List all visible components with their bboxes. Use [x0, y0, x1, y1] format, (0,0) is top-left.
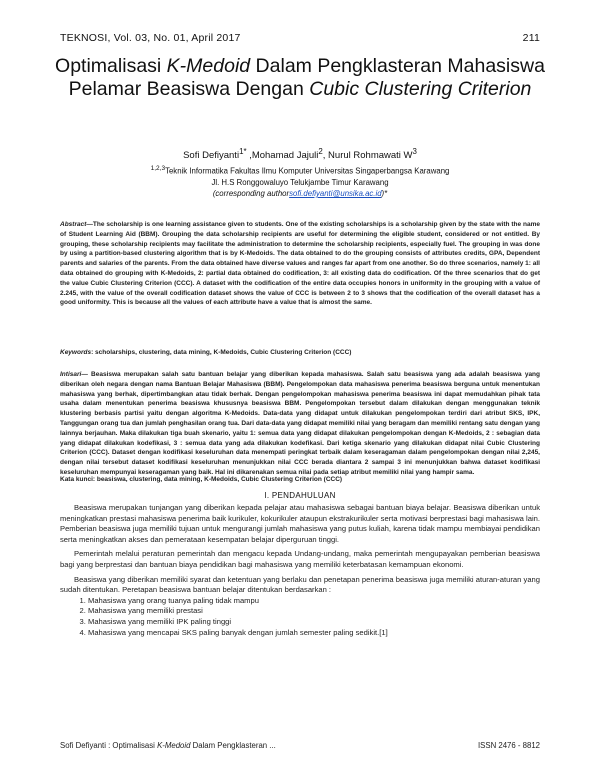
author-1: Sofi Defiyanti [183, 150, 240, 162]
paragraph-1: Beasiswa merupakan tunjangan yang diberikan kepada pelajar atau mahasiswa sebagai bantuan biaya belajar. Beasiswa diberikan untuk meningkatkan prestasi mahasiswa penerima baik kurikuler, kokurikuler ataupun ekstrakurikuler serta motivasi berprestasi bagi mahasiswa lain. Pemberian beasiswa juga memiliki tujuan untuk mengurangi jumlah mahasiswa yang putus kuliah, karena tidak mampu membiayai pendidikan serta meningkatkan akses dan pemerataan kesempatan belajar diperguruan tinggi. [60, 503, 540, 544]
footer-citation: Sofi Defiyanti : Optimalisasi K-Medoid Dalam Pengklasteran ... [60, 741, 276, 750]
title-part-4: Cubic Clustering Criterion [309, 78, 532, 100]
author-list [0, 147, 600, 161]
list-item: 3. Mahasiswa yang memiliki IPK paling tinggi [88, 617, 540, 628]
abstract [60, 220, 540, 308]
keywords-label: Keywords [60, 349, 92, 356]
email-link[interactable]: sofi.defiyanti@unsika.ac.id [289, 189, 382, 198]
title-part-3: Dalam Pengklasteran Mahasiswa Pelamar Beasiswa Dengan [68, 55, 545, 100]
running-footer [60, 741, 540, 750]
author-3-sup: 3 [412, 147, 417, 156]
list-item: 2. Mahasiswa yang memiliki prestasi [88, 606, 540, 617]
running-header [60, 32, 540, 44]
keywords-english [60, 349, 540, 356]
intisari-lead: Intisari [60, 371, 82, 378]
paragraph-3: Beasiswa yang diberikan memiliki syarat dan ketentuan yang berlaku dan penetapan penerima beasiswa juga memiliki aturan-aturan yang sudah ditentukan. Peretapan beasiswa bantuan belajar ditentukan berdasarkan : [60, 574, 540, 595]
kata-kunci-label: Kata kunci [60, 476, 93, 483]
author-2: ,Mohamad Jajuli [246, 150, 319, 162]
keywords-text: : scholarships, clustering, data mining, K-Medoids, Cubic Clustering Criterion (CCC) [91, 349, 352, 356]
title-part-1: Optimalisasi [55, 55, 167, 77]
paragraph-2: Pemerintah melalui peraturan pemerintah dan mengacu kepada Undang-undang, maka pemerintah mengupayakan pemberian beasiswa bagi yang berprestasi dan bantuan biaya pendidikan bagi mahasiswa yang memiliki keterbatasan kemampuan ekonomi. [60, 549, 540, 569]
affiliation-sup: 1,2,3 [150, 165, 166, 172]
criteria-list [60, 596, 540, 638]
author-2-sup: 2 [318, 147, 323, 156]
kata-kunci-text: : beasiswa, clustering, data mining, K-Medoids, Cubic Clustering Criterion (CCC) [92, 476, 343, 483]
affiliation-block [0, 163, 600, 199]
page-number: 211 [522, 32, 540, 44]
abstract-lead: Abstract [60, 221, 87, 228]
affiliation-line-2: Jl. H.S Ronggowaluyo Telukjambe Timur Karawang [211, 177, 389, 187]
body-text [60, 503, 540, 638]
list-item: 1. Mahasiswa yang orang tuanya paling tidak mampu [88, 596, 540, 607]
author-1-sup: 1* [239, 147, 247, 156]
intisari-text: — Beasiswa merupakan salah satu bantuan belajar yang diberikan kepada mahasiswa. Salah satu beasiswa yang ada adalah beasiswa yang diberikan oleh negara dengan nama Bantuan Belajar Mahasiswa (BBM). Pengelompokan data mahasiswa penerima beasiswa berguna untuk menentukan mahasiswa yang berhak, dipertimbangkan atau tidak berhak. Dengan pengelompokan mahasiswa penerima beasiswa ini dapat memudahkan pihak tata usaha dalam menentukan penerima beasiswa khususnya beasiswa BBM. Pengelompokan tersebut dalam dilakukan dengan menggunakan teknik klustering berbasis partisi yaitu dengan algoritma K-Medoids. Data-data yang didapat untuk dilakukan pengelompokan terdiri dari atribut SKS, IPK, Tanggungan orang tua dan jumlah penghasilan orang tua. Dari data-data yang didapat memiliki nilai yang beragam dan memiliki rentang satu dengan yang lainnya berjauhan. Maka dilakukan tiga buah skenario, yaitu 1: semua data yang didapat dilakukan pengelompokan dengan K-Medoids, 2 : sebagian data yang didapat dilakukan kodefikasi, 3 : semua data yang ada dilakukan kodefikasi. Dari ketiga skenario yang dilakukan didapat nilai Cubic Clustering Criterion (CCC). Dataset dengan kodifikasi keseluruhan data menempati peringkat terbaik dalam keseragaman dalam pengelompokan dengan nilai 2,245, dengan nilai tersebut dataset kodifikasi keseluruhan menunjukkan nilai CCC berada diantara 2 sampai 3 ini menunjukkan bahwa dataset kodifikasi keseluruhan mempunyai keseragaman yang baik. Hal ini dikarenakan semua nilai pada setiap atribut memiliki nilai yang hampir sama. [60, 371, 540, 476]
list-item: 4. Mahasiswa yang mencapai SKS paling banyak dengan jumlah semester paling sedikit.[1] [88, 628, 540, 639]
abstract-text: —The scholarship is one learning assistance given to students. One of the existing scholarships is a scholarship given by the state with the name of Student Learning Aid (BBM). Grouping the data scholarship recipients are useful for determining the eligible student, considered or not entitled. By grouping, these scholarship recipients may facilitate the administration to determine the scholarship recipients, especially fuel. The grouping in was done by using a partition-based clustering algorithm that is by K-Medoids. The data obtained to do the grouping consists of attributes credits, GPA, Dependent parents and salaries of the parents. From the data obtained have diverse values and ranges far apart from one another. So do three scenarios, namely 1: all data obtained do grouping with K-Medoids, 2: partial data obtained do codification, 3: all existing data do codification. Of the three scenarios that do get the value Cubic Clustering Criterion (CCC). A dataset with the codification of the entire data occupies honors in uniformity in the grouping with a value of 2.245, with the value of the overall codification dataset shows the value of CCC is between 2 to 3 shows that the codification of the overall dataset has a good uniformity. This is because all the values of each attribute have a value that is almost the same. [60, 221, 540, 307]
title-part-2: K-Medoid [166, 55, 251, 77]
corresponding-author: (corresponding authorsofi.defiyanti@unsika.ac.id)* [212, 189, 388, 198]
keywords-indonesian [60, 476, 540, 483]
paper-title [50, 55, 550, 101]
journal-info: TEKNOSI, Vol. 03, No. 01, April 2017 [60, 32, 241, 44]
intisari [60, 370, 540, 478]
author-3: , Nurul Rohmawati W [322, 150, 413, 162]
section-heading: I. PENDAHULUAN [264, 491, 336, 500]
affiliation-line-1: $^{1,2,3}$Teknik Informatika Fakultas Ilmu Komputer Universitas Singaperbangsa Karawang [150, 165, 450, 176]
footer-issn: ISSN 2476 - 8812 [478, 741, 540, 750]
